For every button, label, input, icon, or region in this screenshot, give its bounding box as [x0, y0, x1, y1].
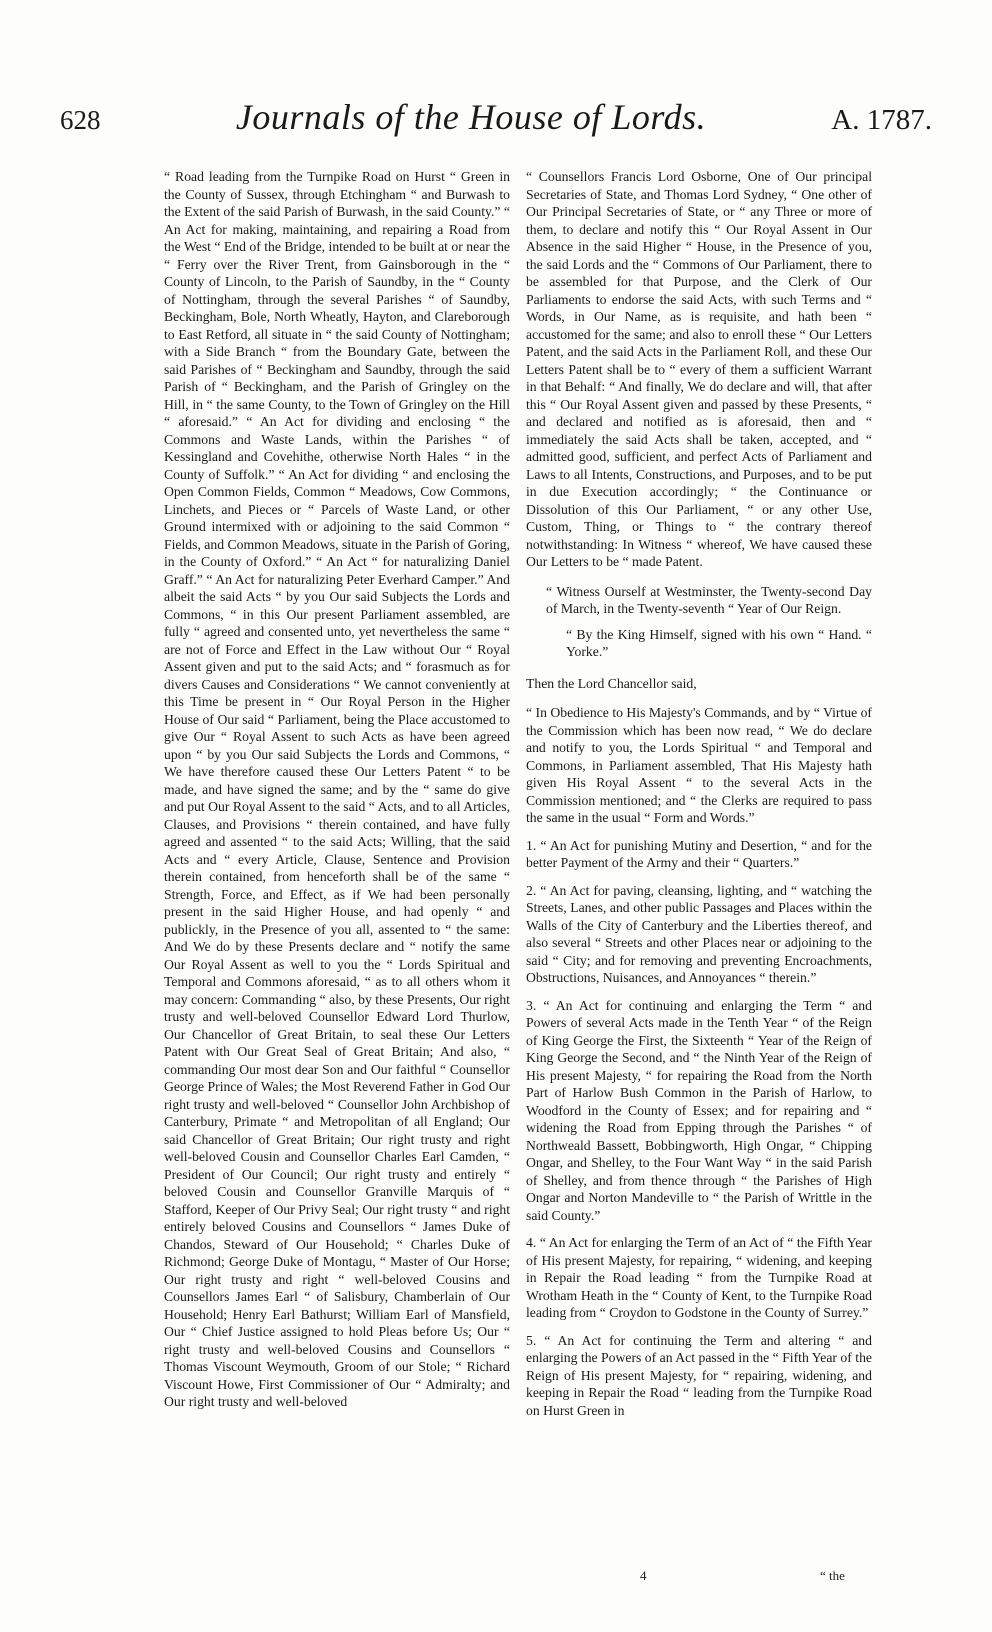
chancellor-intro: Then the Lord Chancellor said, — [526, 675, 697, 691]
act-item: 5. “ An Act for continuing the Term and altering “ and enlarging the Powers of an Act passed in the “ Fifth Year of the Reign of His present Majesty, for “ repairing, widening, and keeping in Repair the Road “ leading from the Turnpike Road on Hurst Green in — [526, 1332, 872, 1418]
act-item: 4. “ An Act for enlarging the Term of an Act of “ the Fifth Year of His present Majesty, for repairing, “ widening, and keeping in Repair the Road leading “ from the Turnpike Road at Wrotham Heath in the “ County of Kent, to the Turnpike Road leading from “ Croydon to Godstone in the County of Surrey.” — [526, 1235, 872, 1320]
left-column — [164, 168, 510, 1411]
act-item: 3. “ An Act for continuing and enlarging the Term “ and Powers of several Acts made in the Tenth Year “ of the Reign of King George the First, the Sixteenth “ Year of the Reign of King George the Second, and “ the Ninth Year of the Reign of His present Majesty, “ for repairing the Road from the North Part of Harlow Bush Common in the Parish of Harlow, to Woodford in the County of Essex; and for repairing and “ widening the Road from Epping through the Parishes “ of Northweald Bassett, Bobbingworth, High Ongar, “ Chipping Ongar, and Shelley, to the Four Want Way “ in the said Parish of Shelley, and from thence through “ the Parishes of High Ongar and Norton Mandeville to “ the Parish of Writtle in the said County.” — [526, 997, 872, 1223]
page-number: 628 — [60, 105, 101, 135]
chancellor-declaration: “ In Obedience to His Majesty's Commands, and by “ Virtue of the Commission which has been now read, “ We do declare and notify to you, the Lords Spiritual “ and Temporal and Commons, in Parliament assembled, That His Majesty hath given His Royal Assent “ to the several Acts in the Commission mentioned; and “ the Clerks are required to pass the same in the usual “ Form and Words.” — [526, 705, 872, 825]
catchword: “ the — [820, 1568, 845, 1583]
year-label: A. 1787. — [831, 104, 932, 136]
page-header — [60, 96, 932, 146]
journal-title: Journals of the House of Lords. — [235, 97, 707, 137]
witness-clause: “ Witness Ourself at Westminster, the Twenty-second Day of March, in the Twenty-seventh “ Year of Our Reign. — [546, 583, 872, 616]
signature-mark: 4 — [640, 1568, 647, 1583]
left-column-text: “ Road leading from the Turnpike Road on Hurst “ Green in the County of Sussex, through Etchingham “ and Burwash to the Extent of the said Parish of Burwash, in the said County.” “ An Act for making, maintaining, and repairing a Road from the West “ End of the Bridge, intended to be built at or near the “ Ferry over the River Trent, from Gainsborough in the “ County of Lincoln, to the Parish of Saundby, in the “ County of Nottingham, through the several Parishes “ of Saundby, Beckingham, Bole, North Wheatly, Hayton, and Clareborough to East Retford, all situate in “ the said County of Nottingham; with a Side Branch “ from the Boundary Gate, between the said Parishes of “ Beckingham and Saundby, through the said Parish of “ Beckingham, and the Parish of Gringley on the Hill, in “ the same County, to the Town of Gringley on the Hill “ aforesaid.” “ An Act for dividing and enclosing “ the Commons and Waste Lands, within the Parishes “ of Kessingland and Covehithe, otherwise North Hales “ in the County of Suffolk.” “ An Act for dividing “ and enclosing the Open Common Fields, Common “ Meadows, Cow Commons, Linchets, and Pieces or “ Parcels of Waste Land, or other Ground intermixed with or adjoining to the said Common “ Fields, and Common Meadows, situate in the Parish of Goring, in the County of Oxford.” “ An Act “ for naturalizing Daniel Graff.” “ An Act for naturalizing Peter Everhard Camper.” And albeit the said Acts “ by you Our said Subjects the Lords and Commons, “ in this Our present Parliament assembled, are fully “ agreed and consented unto, yet nevertheless the same “ are not of Force and Effect in the Law without Our “ Royal Assent given and put to the said Acts; and “ forasmuch as for divers Causes and Considerations “ We cannot conveniently at this Time be present in “ Our Royal Person in the Higher House of Our said “ Parliament, being the Place accustomed to give Our “ Royal Assent to such Acts as have been agreed upon “ by you Our said Subjects the Lords and Commons, “ We have therefore caused these Our Letters Patent “ to be made, and have signed the same; and by the “ same do give and put Our Royal Assent to the said “ Acts, and to all Articles, Clauses, and Provisions “ therein contained, and have fully agreed and assented “ to the said Acts; Willing, that the said Acts and “ every Article, Clause, Sentence and Provision therein contained, from henceforth shall be of the same “ Strength, Force, and Effect, as if We had been personally present in the said Higher House, and had openly “ and publickly, in the Presence of you all, assented to “ the same: And We do by these Presents declare and “ notify the same Our Royal Assent as well to you the “ Lords Spiritual and Temporal and Commons aforesaid, “ as to all others whom it may concern: Commanding “ also, by these Presents, Our right trusty and well-beloved Counsellor Edward Lord Thurlow, Our Chancellor of Great Britain, to seal these Our Letters Patent with Our Great Seal of Great Britain; And also, “ commanding Our most dear Son and Our faithful “ Counsellor George Prince of Wales; the Most Reverend Father in God Our right trusty and well-beloved “ Counsellor John Archbishop of Canterbury, Primate “ and Metropolitan of all England; Our said Chancellor of Great Britain; Our right trusty and right well-beloved Cousin and Counsellor Charles Earl Camden, “ President of Our Council; Our right trusty and entirely “ beloved Cousin and Counsellor Granville Marquis of “ Stafford, Keeper of Our Privy Seal; Our right trusty “ and right entirely beloved Cousins and Counsellors “ James Duke of Chandos, Steward of Our Household; “ Charles Duke of Richmond; George Duke of Montagu, “ Master of Our Horse; Our right trusty and right “ well-beloved Cousins and Counsellors James Earl “ of Salisbury, Chamberlain of Our Household; Henry Earl Bathurst; William Earl of Mansfield, Our “ Chief Justice assigned to hold Pleas before Us; Our “ right trusty and well-beloved Cousins and Counsellors “ Thomas Viscount Weymouth, Groom of our Stole; “ Richard Viscount Howe, First Commissioner of Our “ Admiralty; and Our right trusty and well-beloved — [164, 169, 510, 1409]
letters-patent-continuation: “ Counsellors Francis Lord Osborne, One of Our principal Secretaries of State, and Thomas Lord Sydney, “ One other of Our Principal Secretaries of State, or “ any Three or more of them, to declare and notify this “ Our Royal Assent in Our Absence in the said Higher “ House, in the Presence of you, the said Lords and the “ Commons of Our Parliament, there to be assembled for that Purpose, and the Clerk of Our Parliaments to endorse the said Acts, with such Terms and “ Words, in Our Name, as is requisite, and hath been “ accustomed for the same; and also to enroll these “ Our Letters Patent, and the said Acts in the Parliament Roll, and these Our Letters Patent shall be to “ every of them a sufficient Warrant in that Behalf: “ And finally, We do declare and will, that after this “ Our Royal Assent given and passed by these Presents, “ and declared and notified as is aforesaid, then and “ immediately the said Acts shall be taken, accepted, and “ admitted good, sufficient, and perfect Acts of Parliament and Laws to all Intents, Constructions, and Purposes, and to be put in due Execution accordingly; “ the Continuance or Dissolution of this Our Parliament, “ or any other Use, Custom, Thing, or Things to “ the contrary thereof notwithstanding: In Witness “ whereof, We have caused these Our Letters to be “ made Patent. — [526, 169, 872, 569]
act-item: 1. “ An Act for punishing Mutiny and Desertion, “ and for the better Payment of the Army and their “ Quarters.” — [526, 837, 872, 870]
royal-signature: “ By the King Himself, signed with his own “ Hand. “ Yorke.” — [566, 626, 872, 659]
act-item: 2. “ An Act for paving, cleansing, lighting, and “ watching the Streets, Lanes, and other public Passages and Places within the Walls of the City of Canterbury and the Liberties thereof, and also several “ Streets and other Places near or adjoining to the said “ City; and for removing and preventing Encroachments, Obstructions, Nuisances, and Annoyances “ therein.” — [526, 882, 872, 985]
right-column — [526, 168, 872, 1419]
